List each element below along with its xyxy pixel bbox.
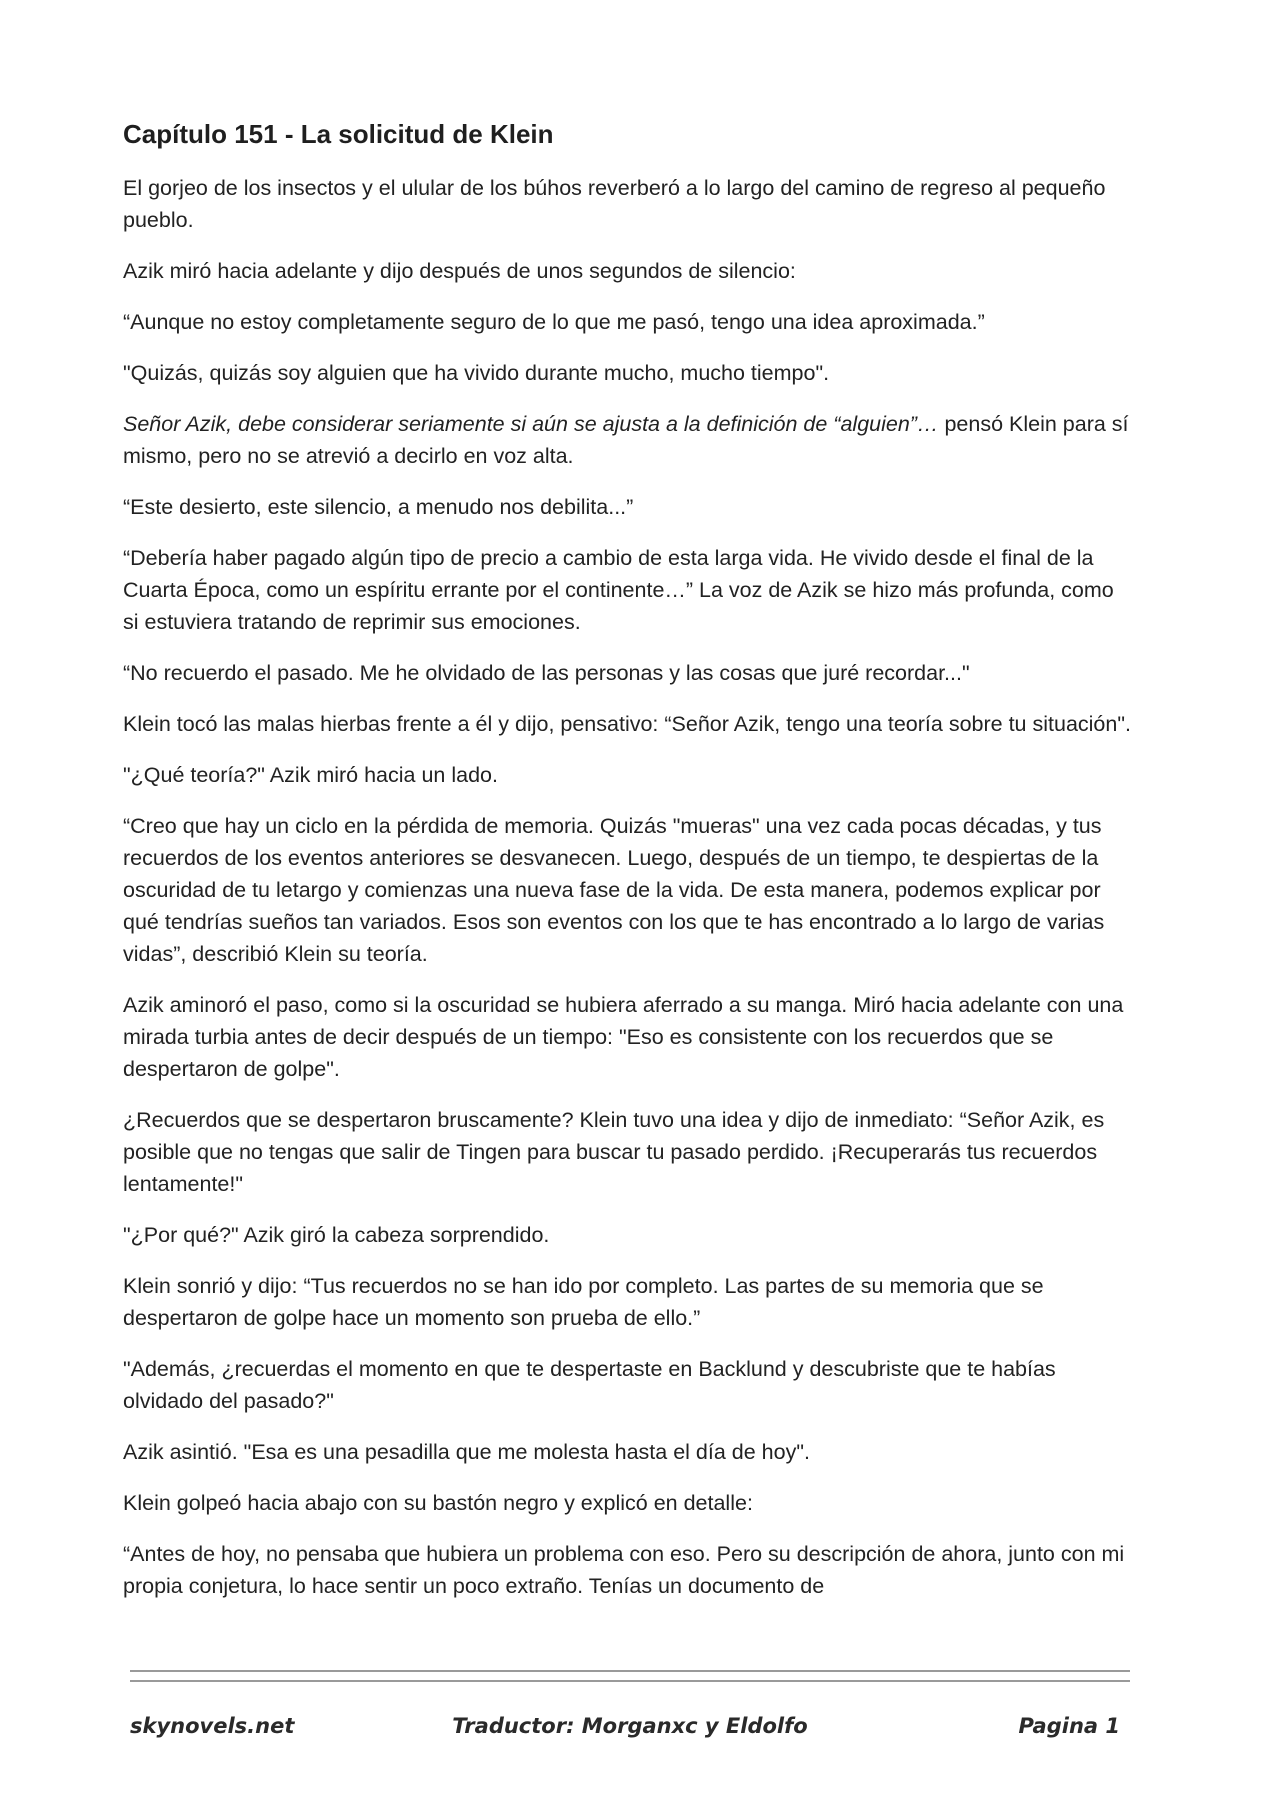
footer-page-number: Pagina 1	[1018, 1714, 1120, 1738]
paragraph: Azik miró hacia adelante y dijo después de unos segundos de silencio:	[123, 259, 796, 283]
paragraph: Klein golpeó hacia abajo con su bastón negro y explicó en detalle:	[123, 1491, 753, 1515]
paragraph: Señor Azik, debe considerar seriamente si aún se ajusta a la definición de “alguien”… pensó Klein para sí mismo, pero no se atrevió a decirlo en voz alta.	[123, 412, 1129, 468]
paragraph: “Este desierto, este silencio, a menudo nos debilita...”	[123, 495, 634, 519]
footer-site: skynovels.net	[130, 1714, 295, 1738]
paragraph: Azik asintió. "Esa es una pesadilla que me molesta hasta el día de hoy".	[123, 1440, 810, 1464]
chapter-title: Capítulo 151 - La solicitud de Klein	[123, 119, 554, 149]
divider-line	[130, 1680, 1130, 1682]
document-body	[123, 118, 1133, 1621]
footer-divider	[130, 1670, 1130, 1690]
paragraph: “Debería haber pagado algún tipo de precio a cambio de esta larga vida. He vivido desde el final de la Cuarta Época, como un espíritu errante por el continente…” La voz de Azik se hizo más profunda, como si estuviera tratando de reprimir sus emociones.	[123, 546, 1114, 634]
paragraph: "Además, ¿recuerdas el momento en que te despertaste en Backlund y descubriste que te habías olvidado del pasado?"	[123, 1357, 1056, 1413]
page-footer	[130, 1714, 1130, 1746]
paragraph: “Aunque no estoy completamente seguro de lo que me pasó, tengo una idea aproximada.”	[123, 310, 985, 334]
footer-translator: Traductor: Morganxc y Eldolfo	[452, 1714, 808, 1738]
paragraph: “Creo que hay un ciclo en la pérdida de memoria. Quizás "mueras" una vez cada pocas décadas, y tus recuerdos de los eventos anteriores se desvanecen. Luego, después de un tiempo, te despiertas de la oscuridad de tu letargo y comienzas una nueva fase de la vida. De esta manera, podemos explicar por qué tendrías sueños tan variados. Esos son eventos con los que te has encontrado a lo largo de varias vidas”, describió Klein su teoría.	[123, 814, 1105, 966]
paragraph: “No recuerdo el pasado. Me he olvidado de las personas y las cosas que juré recordar..."	[123, 661, 970, 685]
paragraph: "Quizás, quizás soy alguien que ha vivido durante mucho, mucho tiempo".	[123, 361, 830, 385]
paragraph: Klein tocó las malas hierbas frente a él y dijo, pensativo: “Señor Azik, tengo una teoría sobre tu situación".	[123, 712, 1131, 736]
paragraph: ¿Recuerdos que se despertaron bruscamente? Klein tuvo una idea y dijo de inmediato: “Señor Azik, es posible que no tengas que salir de Tingen para buscar tu pasado perdido. ¡Recuperarás tus recuerdos lentamente!"	[123, 1108, 1105, 1196]
paragraph: “Antes de hoy, no pensaba que hubiera un problema con eso. Pero su descripción de ahora, junto con mi propia conjetura, lo hace sentir un poco extraño. Tenías un documento de	[123, 1542, 1125, 1598]
paragraph: Azik aminoró el paso, como si la oscuridad se hubiera aferrado a su manga. Miró hacia adelante con una mirada turbia antes de decir después de un tiempo: "Eso es consistente con los recuerdos que se despertaron de golpe".	[123, 993, 1124, 1081]
paragraph: El gorjeo de los insectos y el ulular de los búhos reverberó a lo largo del camino de regreso al pequeño pueblo.	[123, 176, 1106, 232]
italic-thought: Señor Azik, debe considerar seriamente si aún se ajusta a la definición de “alguien”…	[123, 412, 939, 436]
paragraph: "¿Qué teoría?" Azik miró hacia un lado.	[123, 763, 498, 787]
divider-line	[130, 1670, 1130, 1672]
paragraph: "¿Por qué?" Azik giró la cabeza sorprendido.	[123, 1223, 550, 1247]
paragraph: Klein sonrió y dijo: “Tus recuerdos no se han ido por completo. Las partes de su memoria que se despertaron de golpe hace un momento son prueba de ello.”	[123, 1274, 1044, 1330]
